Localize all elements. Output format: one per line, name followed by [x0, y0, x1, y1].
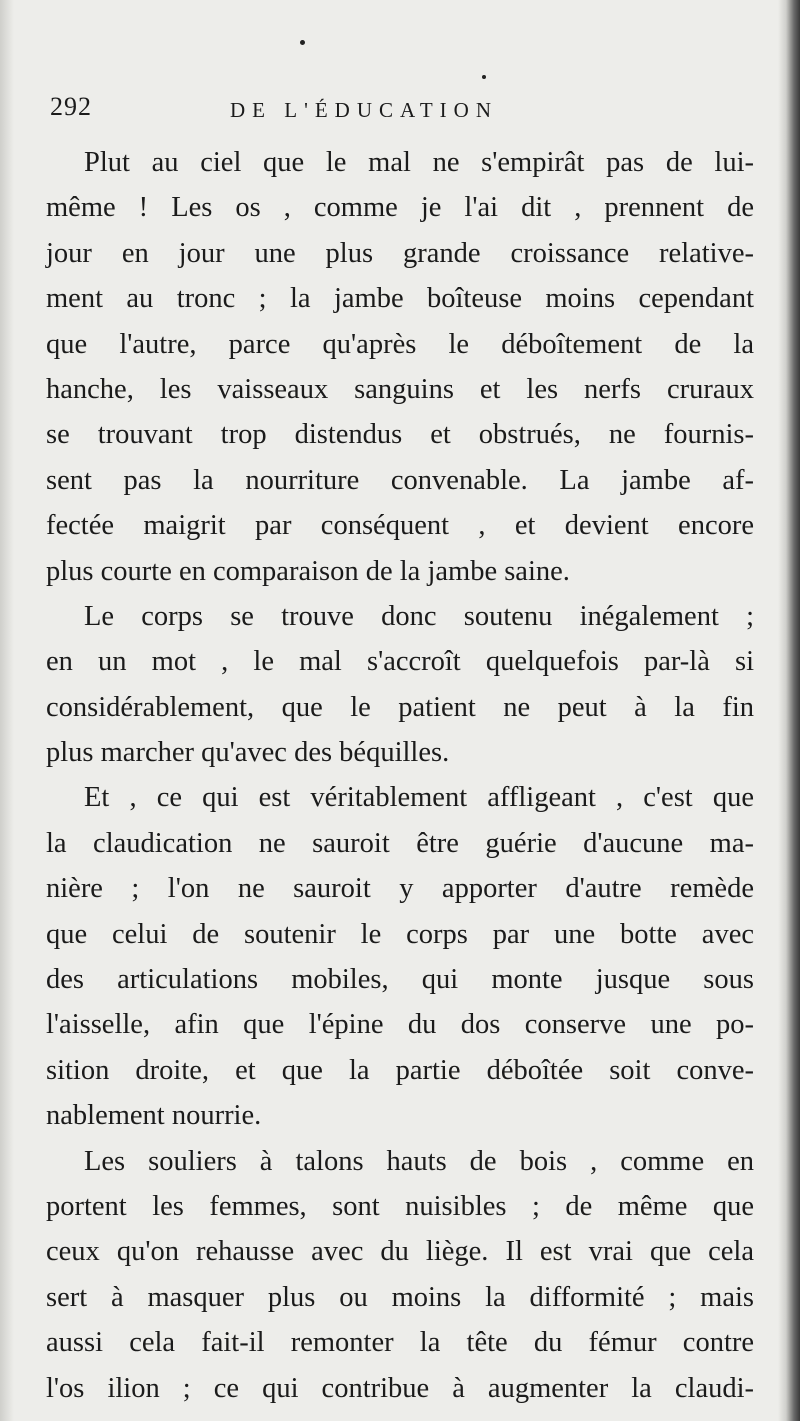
text-line: ment au tronc ; la jambe boîteuse moins cependant: [46, 283, 754, 315]
page-edge-shadow: [778, 0, 800, 1421]
text-line: sert à masquer plus ou moins la difformité ; mais: [46, 1281, 754, 1313]
text-line: Les souliers à talons hauts de bois , comme en: [84, 1145, 754, 1177]
text-line: Plut au ciel que le mal ne s'empirât pas de lui-: [84, 147, 754, 178]
text-line: plus marcher qu'avec des béquilles.: [46, 737, 450, 769]
text-line: sition droite, et que la partie déboîtée soit conve-: [46, 1054, 754, 1086]
text-line: que celui de soutenir le corps par une botte avec: [46, 918, 754, 950]
text-line: des articulations mobiles, qui monte jusque sous: [46, 964, 754, 996]
text-line: portent les femmes, sont nuisibles ; de même que: [46, 1190, 754, 1222]
text-line: Le corps se trouve donc soutenu inégalement ;: [84, 600, 754, 632]
text-line: la claudication ne sauroit être guérie d'aucune ma-: [46, 827, 754, 859]
text-line: nablement nourrie.: [46, 1100, 262, 1132]
text-line: même ! Les os , comme je l'ai dit , prennent de: [46, 192, 754, 224]
page-number: 292: [50, 92, 92, 121]
text-line: plus courte en comparaison de la jambe saine.: [46, 555, 570, 587]
ink-speck: [300, 40, 305, 45]
text-line: sent pas la nourriture convenable. La jambe af-: [46, 464, 754, 496]
text-line: aussi cela fait-il remonter la tête du fémur contre: [46, 1327, 754, 1359]
text-line: en un mot , le mal s'accroît quelquefois par-là si: [46, 646, 754, 678]
page-header: [50, 92, 756, 136]
body-text: [46, 140, 754, 1411]
text-line: considérablement, que le patient ne peut à la fin: [46, 691, 754, 723]
text-line: que l'autre, parce qu'après le déboîtement de la: [46, 328, 754, 360]
text-line: nière ; l'on ne sauroit y apporter d'autre remède: [46, 873, 754, 905]
running-title: DE L'ÉDUCATION: [230, 98, 499, 122]
text-line: hanche, les vaisseaux sanguins et les nerfs cruraux: [46, 373, 754, 405]
text-line: fectée maigrit par conséquent , et devient encore: [46, 510, 754, 542]
text-line: jour en jour une plus grande croissance relative-: [46, 237, 754, 269]
text-line: se trouvant trop distendus et obstrués, ne fournis-: [46, 419, 754, 451]
ink-speck: [482, 75, 486, 79]
text-line: ceux qu'on rehausse avec du liège. Il est vrai que cela: [46, 1236, 754, 1268]
text-line: l'os ilion ; ce qui contribue à augmenter la claudi-: [46, 1372, 754, 1404]
text-line: l'aisselle, afin que l'épine du dos conserve une po-: [46, 1009, 754, 1041]
page-gutter-shadow: [0, 0, 14, 1421]
text-line: Et , ce qui est véritablement affligeant , c'est que: [84, 782, 754, 814]
